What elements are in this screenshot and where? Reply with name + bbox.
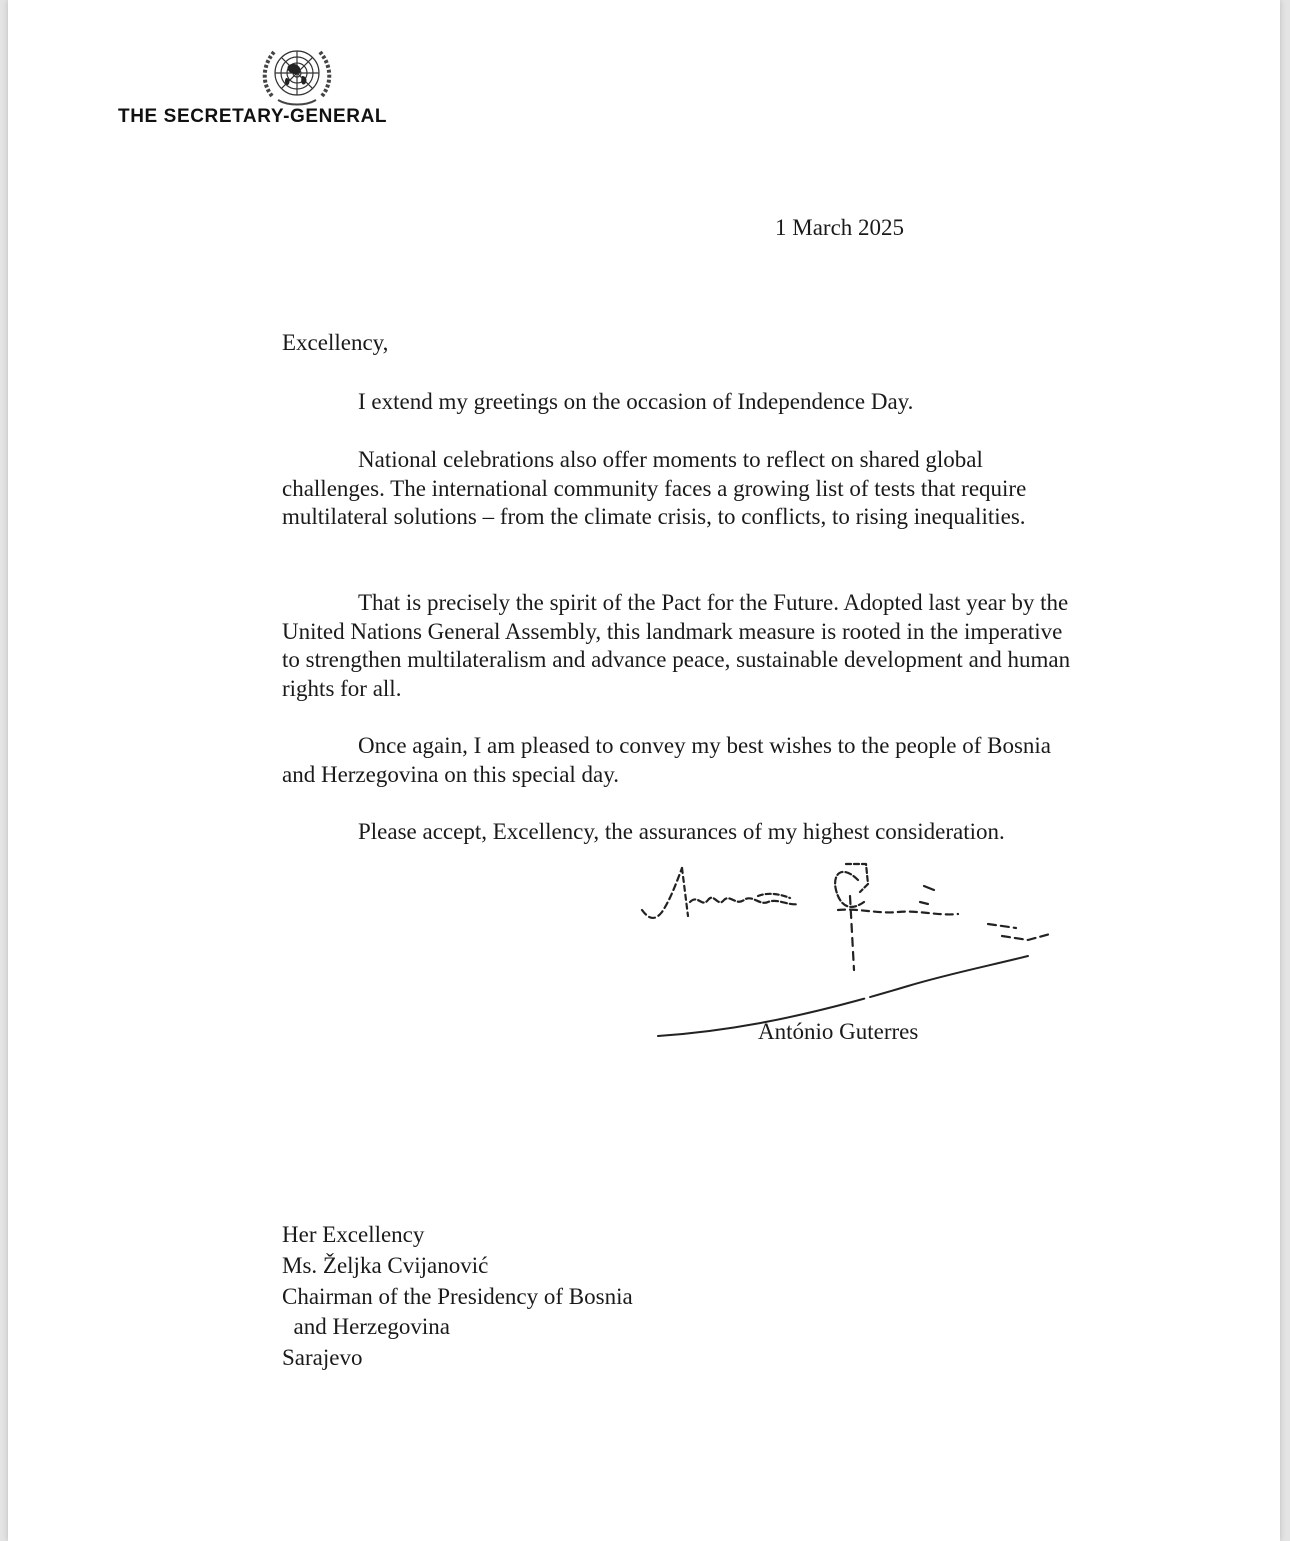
paragraph-pact: That is precisely the spirit of the Pact for the Future. Adopted last year by the United Nations General Assembly, this landmark measure is rooted in the imperative to strengthen multilateralism and advance peace, sustainable development and human rights for all. (282, 590, 1071, 701)
paragraph-greetings: I extend my greetings on the occasion of Independence Day. (358, 389, 914, 414)
recipient-address (282, 1220, 633, 1374)
recipient-line: Ms. Željka Cvijanović (282, 1252, 489, 1278)
signer-name: António Guterres (758, 1019, 919, 1044)
letterhead-title: THE SECRETARY-GENERAL (118, 106, 388, 127)
paragraph-best-wishes: Once again, I am pleased to convey my best wishes to the people of Bosnia and Herzegovina on this special day. (282, 733, 1052, 787)
paragraph-challenges: National celebrations also offer moments to reflect on shared global challenges. The international community faces a growing list of tests that require multilateral solutions – from the climate crisis, to conflicts, to rising inequalities. (282, 447, 1027, 530)
recipient-line: Her Excellency (282, 1222, 425, 1247)
paragraph-closing: Please accept, Excellency, the assurances of my highest consideration. (358, 819, 1005, 844)
recipient-line: Sarajevo (282, 1345, 363, 1371)
un-emblem-icon (258, 40, 336, 110)
letter-page (8, 0, 1280, 1541)
letter-date: 1 March 2025 (775, 215, 905, 240)
salutation: Excellency, (282, 330, 389, 355)
recipient-line: and Herzegovina (282, 1314, 450, 1340)
recipient-line: Chairman of the Presidency of Bosnia (282, 1283, 633, 1309)
